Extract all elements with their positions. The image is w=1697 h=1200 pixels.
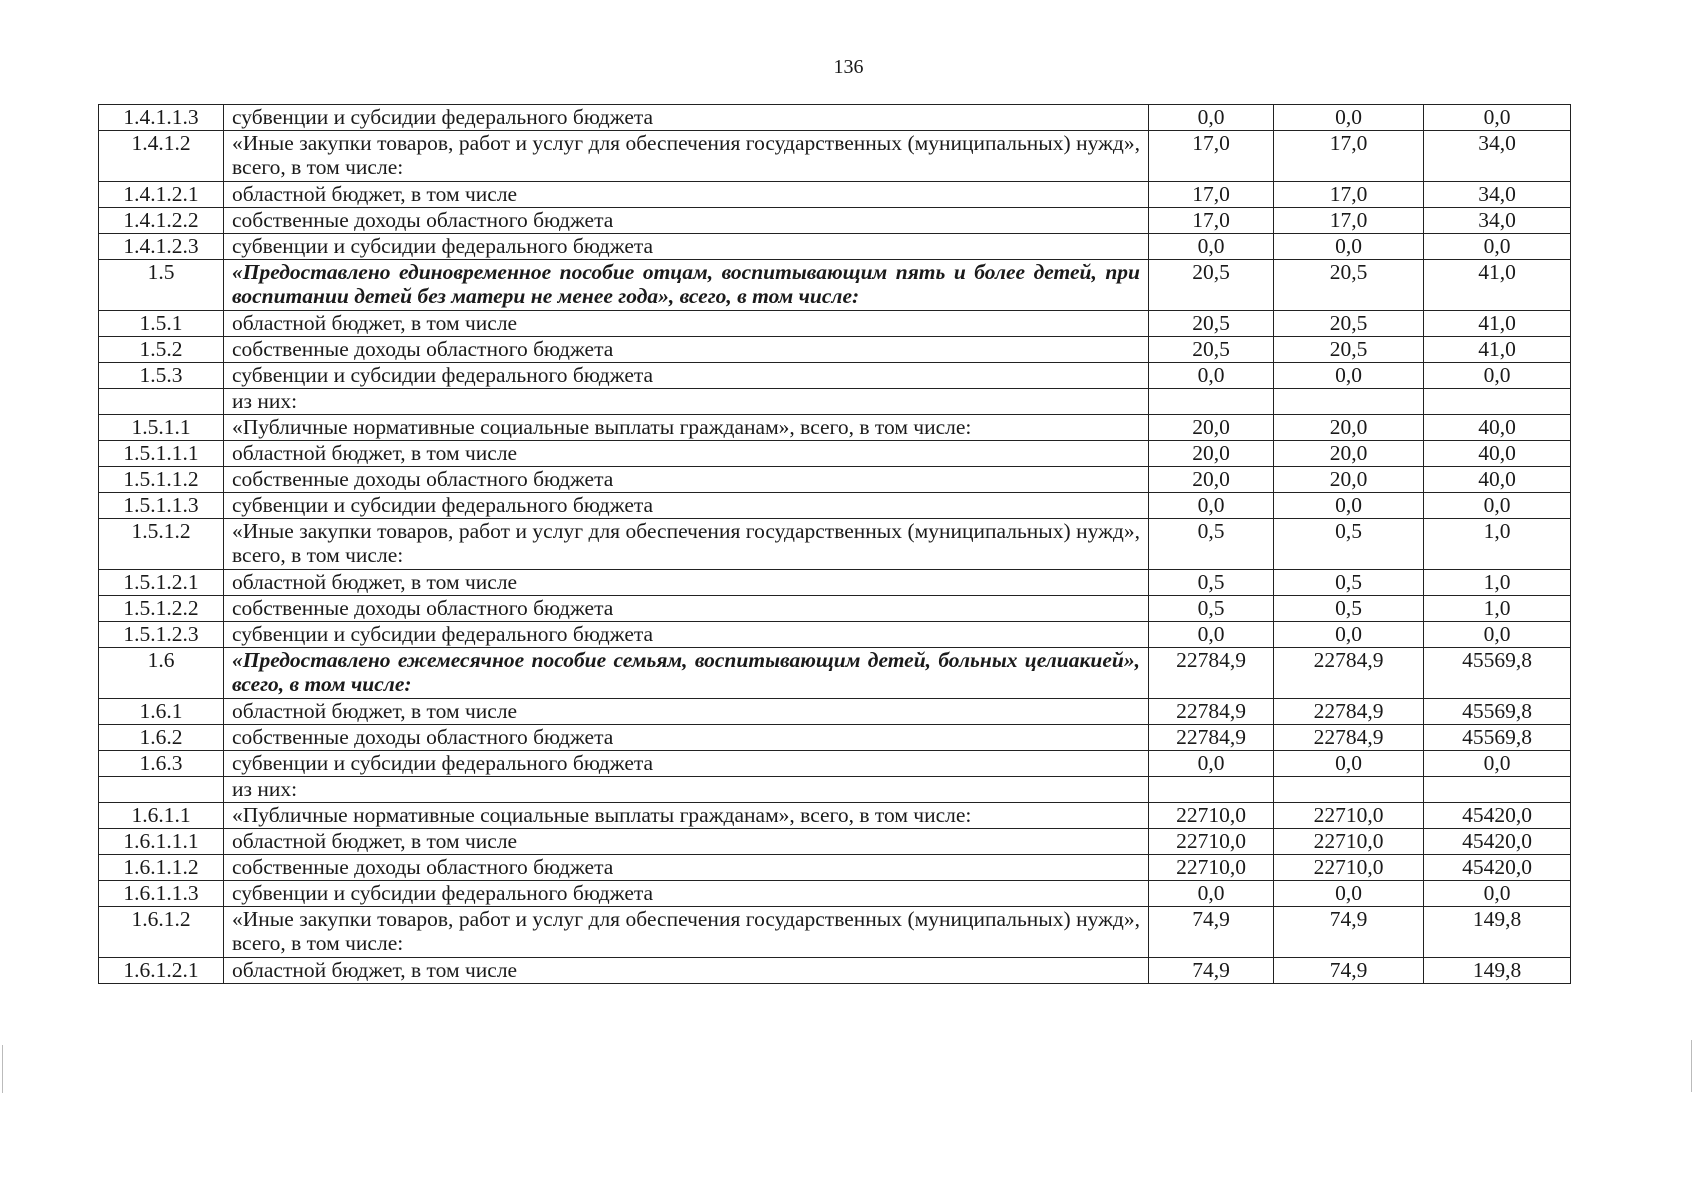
row-value-2-cell [1274,777,1424,803]
budget-table-body [99,105,1571,984]
row-value-2-cell: 22710,0 [1274,803,1424,829]
row-code-cell: 1.5.1.1.2 [99,467,224,493]
table-row [99,648,1571,699]
scan-edge-mark-left [2,1045,3,1093]
row-value-2-cell: 22784,9 [1274,699,1424,725]
row-name-cell: «Публичные нормативные социальные выплаты гражданам», всего, в том числе: [224,415,1149,441]
row-code-cell: 1.5.1.1.3 [99,493,224,519]
row-value-1-cell: 17,0 [1149,208,1274,234]
row-value-2-cell: 0,5 [1274,519,1424,570]
row-value-3-cell: 0,0 [1424,751,1571,777]
table-row [99,777,1571,803]
page-number: 136 [833,56,864,78]
row-name-cell: областной бюджет, в том числе [224,829,1149,855]
table-row [99,881,1571,907]
row-value-1-cell: 74,9 [1149,958,1274,984]
table-row [99,907,1571,958]
row-code-cell: 1.5.1.2.2 [99,596,224,622]
row-value-1-cell: 22710,0 [1149,855,1274,881]
row-name-cell: «Иные закупки товаров, работ и услуг для обеспечения государственных (муниципальных) нужд», всего, в том числе: [224,907,1149,958]
row-code-cell: 1.5.1.2.3 [99,622,224,648]
row-value-3-cell: 0,0 [1424,493,1571,519]
table-row [99,958,1571,984]
table-row [99,182,1571,208]
row-value-1-cell: 20,0 [1149,415,1274,441]
row-code-cell: 1.5.1.1.1 [99,441,224,467]
row-name-cell: субвенции и субсидии федерального бюджета [224,881,1149,907]
row-name-cell: областной бюджет, в том числе [224,958,1149,984]
row-value-3-cell: 1,0 [1424,596,1571,622]
row-code-cell: 1.4.1.2.1 [99,182,224,208]
row-value-1-cell: 20,5 [1149,260,1274,311]
row-value-3-cell: 45569,8 [1424,725,1571,751]
row-name-cell: областной бюджет, в том числе [224,699,1149,725]
row-name-cell: областной бюджет, в том числе [224,570,1149,596]
row-name-cell: областной бюджет, в том числе [224,311,1149,337]
row-value-1-cell: 0,0 [1149,363,1274,389]
row-value-1-cell: 20,5 [1149,337,1274,363]
row-value-3-cell [1424,777,1571,803]
row-value-3-cell: 0,0 [1424,881,1571,907]
row-code-cell: 1.5.1.1 [99,415,224,441]
row-name-cell: собственные доходы областного бюджета [224,208,1149,234]
table-row [99,131,1571,182]
row-code-cell: 1.4.1.2.3 [99,234,224,260]
row-value-2-cell: 0,5 [1274,570,1424,596]
table-row [99,441,1571,467]
row-name-cell: субвенции и субсидии федерального бюджета [224,493,1149,519]
row-value-1-cell: 17,0 [1149,182,1274,208]
row-value-3-cell [1424,389,1571,415]
table-row [99,260,1571,311]
row-value-1-cell: 20,0 [1149,467,1274,493]
row-value-2-cell: 20,5 [1274,311,1424,337]
row-name-cell: областной бюджет, в том числе [224,441,1149,467]
row-code-cell [99,389,224,415]
row-code-cell: 1.4.1.2 [99,131,224,182]
row-code-cell: 1.6.1.1.3 [99,881,224,907]
row-code-cell: 1.5.3 [99,363,224,389]
row-code-cell: 1.6.1.2.1 [99,958,224,984]
row-code-cell: 1.5 [99,260,224,311]
row-value-1-cell: 20,5 [1149,311,1274,337]
row-value-2-cell: 22710,0 [1274,829,1424,855]
row-code-cell: 1.5.1.2.1 [99,570,224,596]
row-value-3-cell: 40,0 [1424,415,1571,441]
row-value-3-cell: 0,0 [1424,363,1571,389]
row-value-3-cell: 1,0 [1424,570,1571,596]
row-name-cell: областной бюджет, в том числе [224,182,1149,208]
row-code-cell: 1.6.1.1.2 [99,855,224,881]
row-name-cell: собственные доходы областного бюджета [224,855,1149,881]
table-row [99,725,1571,751]
row-value-3-cell: 34,0 [1424,131,1571,182]
row-value-2-cell: 22784,9 [1274,648,1424,699]
row-code-cell: 1.6.1 [99,699,224,725]
row-value-2-cell: 0,0 [1274,622,1424,648]
row-value-3-cell: 41,0 [1424,311,1571,337]
table-row [99,415,1571,441]
table-row [99,829,1571,855]
row-name-cell: «Предоставлено единовременное пособие отцам, воспитывающим пять и более детей, при воспитании детей без матери не менее года», всего, в том числе: [224,260,1149,311]
row-name-cell: «Предоставлено ежемесячное пособие семьям, воспитывающим детей, больных целиакией», всего, в том числе: [224,648,1149,699]
row-value-1-cell: 22710,0 [1149,829,1274,855]
row-value-2-cell: 0,0 [1274,493,1424,519]
row-value-2-cell: 0,5 [1274,596,1424,622]
row-code-cell: 1.6.1.1 [99,803,224,829]
row-value-1-cell [1149,777,1274,803]
row-value-2-cell: 0,0 [1274,105,1424,131]
row-value-3-cell: 0,0 [1424,234,1571,260]
row-value-1-cell: 22784,9 [1149,648,1274,699]
row-value-1-cell: 0,0 [1149,105,1274,131]
row-value-2-cell: 20,0 [1274,415,1424,441]
row-value-2-cell: 20,0 [1274,467,1424,493]
row-name-cell: субвенции и субсидии федерального бюджета [224,751,1149,777]
row-value-1-cell: 74,9 [1149,907,1274,958]
row-value-2-cell: 17,0 [1274,182,1424,208]
row-value-3-cell: 40,0 [1424,441,1571,467]
row-code-cell: 1.4.1.2.2 [99,208,224,234]
row-name-cell: собственные доходы областного бюджета [224,596,1149,622]
row-value-3-cell: 34,0 [1424,182,1571,208]
row-name-cell: субвенции и субсидии федерального бюджета [224,105,1149,131]
row-value-3-cell: 149,8 [1424,958,1571,984]
table-row [99,234,1571,260]
table-row [99,519,1571,570]
row-code-cell: 1.6.1.1.1 [99,829,224,855]
table-row [99,311,1571,337]
row-value-2-cell: 0,0 [1274,751,1424,777]
row-value-2-cell: 20,0 [1274,441,1424,467]
row-name-cell: «Иные закупки товаров, работ и услуг для обеспечения государственных (муниципальных) нужд», всего, в том числе: [224,519,1149,570]
table-row [99,622,1571,648]
row-value-1-cell: 0,0 [1149,234,1274,260]
row-value-3-cell: 41,0 [1424,260,1571,311]
budget-table [98,104,1571,984]
row-code-cell: 1.5.1 [99,311,224,337]
row-value-1-cell: 0,0 [1149,751,1274,777]
row-name-cell: субвенции и субсидии федерального бюджета [224,363,1149,389]
table-row [99,363,1571,389]
row-name-cell: собственные доходы областного бюджета [224,467,1149,493]
row-value-3-cell: 45569,8 [1424,648,1571,699]
table-row [99,467,1571,493]
table-row [99,596,1571,622]
row-value-3-cell: 1,0 [1424,519,1571,570]
row-value-2-cell: 74,9 [1274,958,1424,984]
row-value-3-cell: 45420,0 [1424,803,1571,829]
row-value-1-cell: 0,0 [1149,881,1274,907]
row-value-2-cell: 20,5 [1274,260,1424,311]
row-value-1-cell: 0,5 [1149,519,1274,570]
row-value-1-cell: 0,5 [1149,570,1274,596]
row-value-3-cell: 40,0 [1424,467,1571,493]
table-row [99,855,1571,881]
table-row [99,105,1571,131]
row-value-2-cell: 74,9 [1274,907,1424,958]
row-code-cell: 1.4.1.1.3 [99,105,224,131]
row-name-cell: из них: [224,389,1149,415]
row-name-cell: «Публичные нормативные социальные выплаты гражданам», всего, в том числе: [224,803,1149,829]
table-row [99,699,1571,725]
row-value-2-cell [1274,389,1424,415]
row-value-2-cell: 22710,0 [1274,855,1424,881]
row-code-cell: 1.6.1.2 [99,907,224,958]
table-row [99,337,1571,363]
row-value-3-cell: 149,8 [1424,907,1571,958]
scan-edge-mark-right [1691,1040,1692,1092]
row-value-1-cell: 0,0 [1149,493,1274,519]
row-value-2-cell: 17,0 [1274,208,1424,234]
row-value-1-cell [1149,389,1274,415]
row-value-2-cell: 0,0 [1274,363,1424,389]
table-row [99,570,1571,596]
row-code-cell [99,777,224,803]
row-code-cell: 1.5.1.2 [99,519,224,570]
row-value-2-cell: 20,5 [1274,337,1424,363]
table-row [99,493,1571,519]
row-value-3-cell: 45420,0 [1424,829,1571,855]
row-code-cell: 1.6.2 [99,725,224,751]
row-value-2-cell: 0,0 [1274,234,1424,260]
row-name-cell: субвенции и субсидии федерального бюджета [224,622,1149,648]
row-value-3-cell: 41,0 [1424,337,1571,363]
row-value-3-cell: 45420,0 [1424,855,1571,881]
row-value-1-cell: 22710,0 [1149,803,1274,829]
row-name-cell: из них: [224,777,1149,803]
row-value-2-cell: 22784,9 [1274,725,1424,751]
row-name-cell: собственные доходы областного бюджета [224,725,1149,751]
row-value-2-cell: 17,0 [1274,131,1424,182]
row-value-2-cell: 0,0 [1274,881,1424,907]
row-code-cell: 1.5.2 [99,337,224,363]
row-value-3-cell: 0,0 [1424,105,1571,131]
row-name-cell: собственные доходы областного бюджета [224,337,1149,363]
row-code-cell: 1.6 [99,648,224,699]
row-name-cell: «Иные закупки товаров, работ и услуг для обеспечения государственных (муниципальных) нужд», всего, в том числе: [224,131,1149,182]
row-value-1-cell: 17,0 [1149,131,1274,182]
row-value-1-cell: 0,0 [1149,622,1274,648]
row-value-1-cell: 20,0 [1149,441,1274,467]
row-value-3-cell: 34,0 [1424,208,1571,234]
table-row [99,803,1571,829]
row-value-1-cell: 0,5 [1149,596,1274,622]
row-code-cell: 1.6.3 [99,751,224,777]
row-value-3-cell: 45569,8 [1424,699,1571,725]
table-row [99,751,1571,777]
table-row [99,389,1571,415]
row-value-1-cell: 22784,9 [1149,725,1274,751]
row-value-3-cell: 0,0 [1424,622,1571,648]
table-row [99,208,1571,234]
row-value-1-cell: 22784,9 [1149,699,1274,725]
row-name-cell: субвенции и субсидии федерального бюджета [224,234,1149,260]
